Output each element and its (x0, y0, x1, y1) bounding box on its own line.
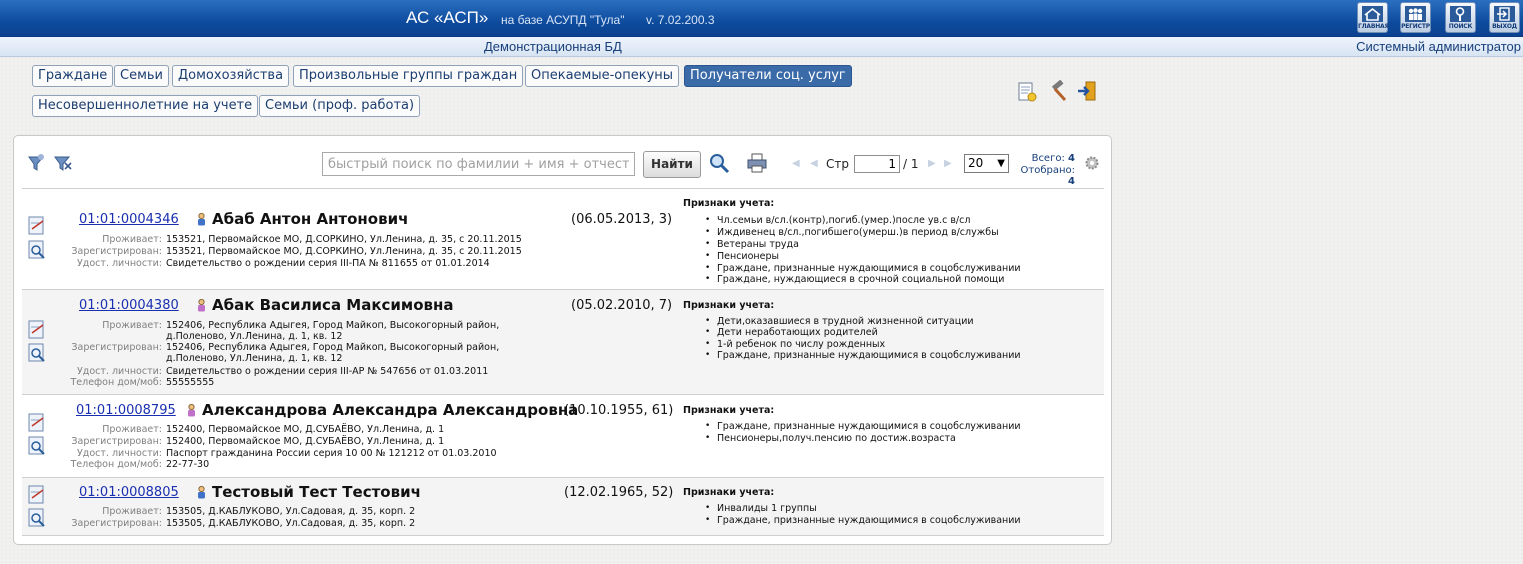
table-row (22, 290, 1104, 394)
field-label: Проживает: (102, 320, 162, 331)
exit-button[interactable] (1489, 2, 1520, 33)
current-user[interactable]: Системный администратор (1356, 39, 1521, 54)
total-value: 4 (1068, 153, 1075, 164)
app-subtitle: на базе АСУПД "Тула" (501, 13, 625, 27)
registry-button[interactable] (1400, 2, 1431, 33)
birth-date-age: (05.02.2010, 7) (571, 298, 673, 313)
record-id-link[interactable]: 01:01:0004346 (79, 212, 179, 227)
field-value: 153505, Д.КАБЛУКОВО, Ул.Садовая, д. 35, корп. 2 (166, 506, 416, 517)
feature-item: • Иждивенец в/сл.,погибшего(умерш.)в период в/службы (717, 227, 999, 238)
feature-item: • Граждане, признанные нуждающимися в соцобслуживании (717, 350, 1021, 361)
tab-citizens[interactable]: Граждане (32, 65, 113, 87)
feature-item: • Граждане, признанные нуждающимися в соцобслуживании (717, 421, 1021, 432)
filtered-value: 4 (1068, 176, 1075, 187)
total-label: Всего: (1031, 153, 1065, 164)
person-name: Абаб Антон Антонович (212, 210, 409, 228)
record-id-link[interactable]: 01:01:0004380 (79, 298, 179, 313)
person-name: Абак Василиса Максимовна (212, 296, 454, 314)
field-label: Зарегистрирован: (71, 342, 162, 353)
advanced-search-icon[interactable] (708, 152, 730, 174)
field-value: 22-77-30 (166, 459, 210, 470)
feature-item: • Дети неработающих родителей (717, 327, 878, 338)
field-label: Удост. личности: (77, 258, 162, 269)
page-number-input[interactable] (854, 155, 900, 173)
registry-icon (1405, 6, 1426, 22)
app-version: v. 7.02.200.3 (646, 13, 715, 27)
person-name: Тестовый Тест Тестович (212, 483, 421, 501)
person-female-icon (197, 297, 206, 309)
record-id-link[interactable]: 01:01:0008795 (76, 403, 176, 418)
find-button[interactable]: Найти (643, 151, 701, 178)
tab-households[interactable]: Домохозяйства (172, 65, 289, 87)
quick-search-input[interactable] (322, 152, 635, 176)
app-title: АС «АСП» (406, 8, 489, 27)
registry-button-label: РЕГИСТР (1401, 23, 1430, 30)
row-separator (22, 535, 1104, 536)
record-id-link[interactable]: 01:01:0008805 (79, 485, 179, 500)
feature-item: • Ветераны труда (717, 239, 799, 250)
field-value: Свидетельство о рождении серия III-ПА № 811655 от 01.01.2014 (166, 258, 490, 269)
field-value: 152400, Первомайское МО, Д.СУБАЁВО, Ул.Ленина, д. 1 (166, 436, 445, 447)
filter-icon[interactable] (26, 152, 48, 174)
person-male-icon (197, 211, 206, 223)
page-total: / 1 (903, 157, 919, 171)
tab-families-prof-work[interactable]: Семьи (проф. работа) (259, 95, 420, 117)
filtered-label: Отобрано: (1020, 165, 1075, 176)
database-name: Демонстрационная БД (484, 39, 622, 54)
last-page-icon[interactable]: ▶ (944, 158, 952, 169)
chevron-down-icon: ▼ (997, 158, 1005, 169)
field-label: Удост. личности: (77, 366, 162, 377)
home-button[interactable] (1357, 2, 1388, 33)
field-value: 152406, Республика Адыгея, Город Майкоп, Высокогорный район, (166, 342, 500, 353)
filtered-count (1013, 165, 1075, 187)
person-female-icon (187, 402, 196, 414)
feature-item: • Граждане, признанные нуждающимися в соцобслуживании (717, 515, 1021, 526)
feature-item: • 1-й ребенок по числу рожденных (717, 339, 885, 350)
field-label: Зарегистрирован: (71, 246, 162, 257)
feature-item: • Пенсионеры (717, 251, 779, 262)
top-bar (0, 0, 1523, 37)
filter-clear-icon[interactable] (52, 152, 74, 174)
exit-button-label: ВЫХОД (1492, 23, 1517, 30)
features-title: Признаки учета: (683, 405, 775, 416)
edit-document-icon[interactable] (28, 216, 46, 236)
feature-item: • Граждане, признанные нуждающимися в соцобслуживании (717, 263, 1021, 274)
first-page-icon[interactable]: ◀ (792, 158, 800, 169)
report-icon[interactable] (1016, 81, 1038, 103)
field-value: 153505, Д.КАБЛУКОВО, Ул.Садовая, д. 35, корп. 2 (166, 518, 416, 529)
field-label: Зарегистрирован: (71, 518, 162, 529)
edit-document-icon[interactable] (28, 485, 46, 505)
prev-page-icon[interactable]: ◀ (810, 158, 818, 169)
tools-hammer-icon[interactable] (1046, 80, 1068, 102)
field-label: Удост. личности: (77, 448, 162, 459)
field-value: Паспорт гражданина России серия 10 00 № 121212 от 01.03.2010 (166, 448, 497, 459)
features-title: Признаки учета: (683, 198, 775, 209)
search-button[interactable] (1445, 2, 1476, 33)
person-name: Александрова Александра Александровна (202, 401, 579, 419)
field-value: Свидетельство о рождении серия III-АР № 547656 от 01.03.2011 (166, 366, 489, 377)
birth-date-age: (06.05.2013, 3) (571, 212, 673, 227)
tab-custom-groups[interactable]: Произвольные группы граждан (293, 65, 523, 87)
total-count (1013, 153, 1075, 164)
features-title: Признаки учета: (683, 487, 775, 498)
table-row (22, 395, 1104, 477)
field-value: 152400, Первомайское МО, Д.СУБАЁВО, Ул.Ленина, д. 1 (166, 424, 445, 435)
field-label: Проживает: (102, 506, 162, 517)
field-label: Проживает: (102, 424, 162, 435)
field-value: д.Поленово, Ул.Ленина, д. 1, кв. 12 (166, 331, 343, 342)
search-button-label: ПОИСК (1448, 23, 1473, 30)
field-label: Телефон дом/моб: (70, 459, 162, 470)
feature-item: • Чл.семьи в/сл.(контр),погиб.(умер.)после ув.с в/сл (717, 215, 970, 226)
sub-bar (0, 37, 1523, 57)
exit-icon (1494, 6, 1515, 22)
field-value: 153521, Первомайское МО, Д.СОРКИНО, Ул.Ленина, д. 35, с 20.11.2015 (166, 246, 522, 257)
field-label: Проживает: (102, 234, 162, 245)
field-value: 55555555 (166, 377, 215, 388)
tab-minors-registered[interactable]: Несовершеннолетние на учете (32, 95, 258, 117)
tab-wards-guardians[interactable]: Опекаемые-опекуны (525, 65, 679, 87)
exit-door-icon[interactable] (1076, 80, 1098, 102)
feature-item: • Пенсионеры,получ.пенсию по достиж.возраста (717, 433, 956, 444)
per-page-value: 20 (968, 156, 984, 170)
next-page-icon[interactable]: ▶ (928, 158, 936, 169)
field-label: Телефон дом/моб: (70, 377, 162, 388)
table-row (22, 478, 1104, 535)
feature-item: • Инвалиды 1 группы (717, 503, 817, 514)
feature-item: • Дети,оказавшиеся в трудной жизненной ситуации (717, 316, 974, 327)
field-value: 152406, Республика Адыгея, Город Майкоп, Высокогорный район, (166, 320, 500, 331)
features-title: Признаки учета: (683, 300, 775, 311)
field-label: Зарегистрирован: (71, 436, 162, 447)
settings-gear-icon[interactable] (1084, 155, 1100, 171)
feature-item: • Граждане, нуждающиеся в срочной социальной помощи (717, 274, 1004, 285)
home-icon (1362, 6, 1383, 22)
tab-families[interactable]: Семьи (114, 65, 169, 87)
per-page-select[interactable] (964, 154, 1009, 173)
print-icon[interactable] (746, 152, 768, 174)
birth-date-age: (12.02.1965, 52) (564, 485, 674, 500)
field-value: 153521, Первомайское МО, Д.СОРКИНО, Ул.Ленина, д. 35, с 20.11.2015 (166, 234, 522, 245)
field-value: д.Поленово, Ул.Ленина, д. 1, кв. 12 (166, 353, 343, 364)
page-label: Стр (826, 157, 849, 171)
search-icon (1450, 6, 1471, 22)
table-row (22, 189, 1104, 289)
person-male-icon (197, 484, 206, 496)
birth-date-age: (10.10.1955, 61) (564, 403, 674, 418)
tab-social-service-recipients[interactable]: Получатели соц. услуг (684, 65, 852, 87)
home-button-label: ГЛАВНАЯ (1358, 23, 1389, 30)
